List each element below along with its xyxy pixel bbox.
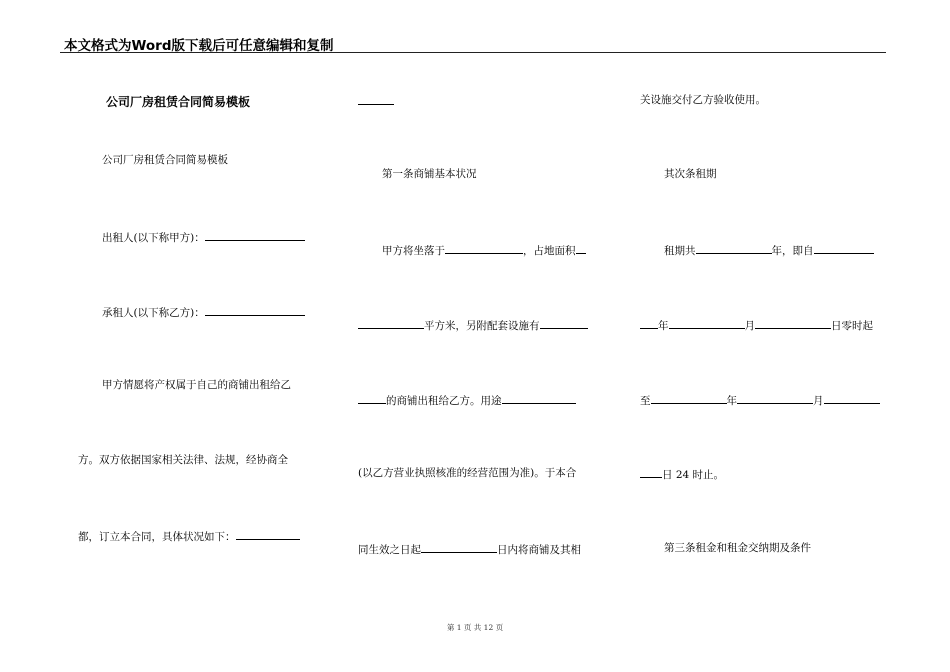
col2-line-3: [358, 392, 576, 408]
end-year-blank[interactable]: [651, 392, 727, 404]
document-title: 公司厂房租赁合同简易模板: [106, 95, 251, 109]
section-2-heading: 其次条租期: [664, 168, 717, 180]
month-label: 月: [744, 320, 755, 332]
lessor-blank[interactable]: [205, 229, 305, 241]
purpose-label: 的商铺出租给乙方。用途: [386, 395, 502, 407]
days-blank[interactable]: [421, 541, 497, 553]
lessor-label: 出租人(以下称甲方)：: [102, 232, 205, 244]
col2-line-1: [382, 242, 586, 258]
facilities-label: 平方米，另附配套设施有: [424, 320, 540, 332]
end-day-blank-start[interactable]: [824, 392, 880, 404]
purpose-blank[interactable]: [502, 392, 576, 404]
area-blank-start[interactable]: [576, 242, 586, 254]
header-divider: [60, 52, 886, 53]
continuation-blank[interactable]: [358, 93, 394, 105]
lessee-blank[interactable]: [205, 304, 305, 316]
term-years-blank[interactable]: [696, 242, 772, 254]
year-label: 年: [658, 320, 669, 332]
facilities-blank-cont[interactable]: [358, 392, 386, 404]
section-3-heading: 第三条租金和租金交纳期及条件: [664, 542, 811, 554]
end-month-label: 月: [813, 395, 824, 407]
section-1-heading: 第一条商铺基本状况: [382, 168, 477, 180]
to-label: 至: [640, 395, 651, 407]
col3-line-0: 关设施交付乙方验收使用。: [640, 94, 766, 106]
doc-subtitle: 公司厂房租赁合同简易模板: [102, 154, 228, 166]
col1-paragraph-line-2: 方。双方依据国家相关法律、法规，经协商全: [78, 454, 288, 466]
col3-line-4: [640, 466, 724, 482]
end-year-label: 年: [726, 395, 737, 407]
end-month-blank[interactable]: [737, 392, 813, 404]
start-time-label: 日零时起: [831, 320, 873, 332]
facilities-blank[interactable]: [540, 317, 588, 329]
col2-line-4: (以乙方营业执照核准的经营范围为准)。于本合: [358, 467, 577, 479]
lessor-line: [102, 229, 305, 245]
from-label: 年，即自: [771, 245, 814, 257]
term-label: 租期共: [664, 245, 696, 257]
col1-paragraph-text: 都，订立本合同，具体状况如下：: [78, 531, 236, 543]
col1-paragraph-line-1: 甲方情愿将产权属于自己的商铺出租给乙: [102, 379, 291, 391]
location-label: 甲方将坐落于: [382, 245, 445, 257]
end-time-label: 日 24 时止。: [662, 469, 725, 481]
start-year-blank-start[interactable]: [814, 242, 874, 254]
col3-line-3: [640, 392, 880, 408]
start-day-blank[interactable]: [755, 317, 831, 329]
area-label: ，占地面积: [523, 245, 576, 257]
col3-line-2: [640, 317, 873, 333]
handover-label: 日内将商铺及其相: [497, 544, 581, 556]
lessee-line: [102, 304, 305, 320]
col2-top-blank-line: [358, 93, 394, 109]
location-blank[interactable]: [445, 242, 523, 254]
lessee-label: 承租人(以下称乙方)：: [102, 307, 205, 319]
effective-label: 同生效之日起: [358, 544, 421, 556]
details-blank[interactable]: [236, 528, 300, 540]
col1-paragraph-line-3: [78, 528, 300, 544]
col3-line-1: [664, 242, 874, 258]
col2-line-5: [358, 541, 581, 557]
end-day-blank[interactable]: [640, 466, 662, 478]
col2-line-2: [358, 317, 588, 333]
start-month-blank[interactable]: [669, 317, 745, 329]
area-blank[interactable]: [358, 317, 424, 329]
header-title: 本文格式为Word版下载后可任意编辑和复制: [64, 38, 334, 54]
start-year-blank[interactable]: [640, 317, 658, 329]
page-footer: 第 1 页 共 12 页: [446, 623, 504, 632]
